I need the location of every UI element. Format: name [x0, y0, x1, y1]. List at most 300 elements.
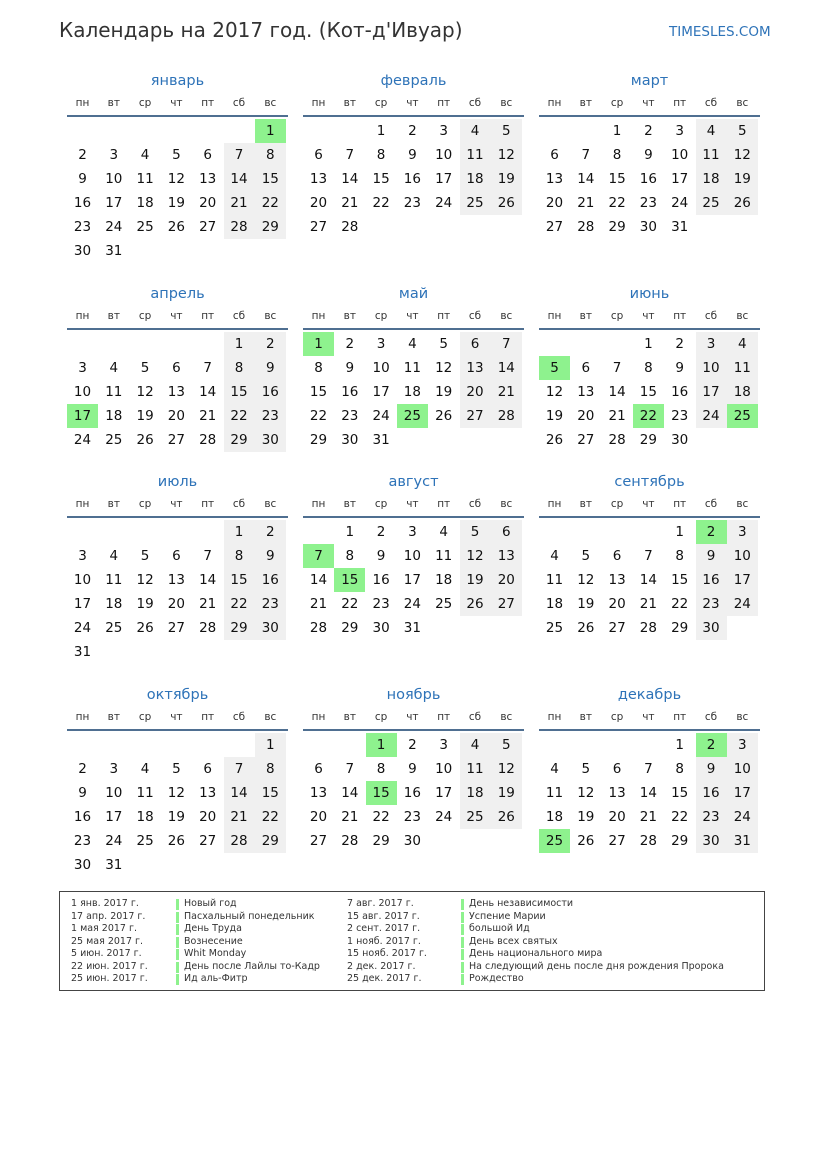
weekday-label: ср: [374, 310, 388, 322]
holiday-day-cell: 1: [366, 733, 397, 757]
day-cell: 21: [491, 380, 522, 404]
weekday-label: пн: [311, 97, 326, 109]
day-cell: 3: [376, 336, 386, 352]
day-cell: 19: [577, 596, 595, 612]
day-cell: 23: [403, 195, 421, 211]
day-cell: 16: [341, 384, 359, 400]
weekday-label: вс: [264, 711, 277, 723]
weekday-label: пн: [75, 97, 90, 109]
day-cell: 23: [341, 408, 359, 424]
holiday-day-cell: 7: [303, 544, 334, 568]
day-cell: 26: [136, 432, 154, 448]
day-cell: 16: [372, 572, 390, 588]
day-cell: 7: [203, 360, 212, 376]
day-cell: 7: [644, 761, 653, 777]
legend-holiday-name: Успение Марии: [469, 910, 546, 922]
day-cell: 2: [376, 524, 386, 540]
day-cell: 22: [255, 805, 286, 829]
day-cell: 11: [105, 384, 123, 400]
legend-date: 25 мая 2017 г.: [71, 935, 144, 947]
day-cell: 30: [372, 620, 390, 636]
day-cell: 5: [727, 119, 758, 143]
day-cell: 20: [167, 408, 185, 424]
day-cell: 11: [727, 356, 758, 380]
day-cell: 24: [73, 620, 92, 636]
day-cell: 20: [309, 809, 328, 825]
day-cell: 8: [376, 761, 386, 777]
day-cell: 26: [136, 620, 154, 636]
day-cell: 17: [403, 572, 421, 588]
day-cell: 26: [491, 191, 522, 215]
month-name: август: [388, 474, 439, 490]
month-divider: [67, 516, 288, 518]
day-cell: 7: [224, 757, 255, 781]
day-cell: 12: [167, 171, 185, 187]
day-cell: 19: [435, 384, 453, 400]
day-cell: 29: [224, 428, 255, 452]
weekday-label: сб: [468, 711, 482, 723]
holiday-day-cell: 15: [366, 781, 397, 805]
month-divider: [539, 729, 760, 731]
month-divider: [67, 115, 288, 117]
legend-holiday-name: День национального мира: [469, 948, 603, 959]
day-cell: 17: [671, 171, 689, 187]
weekday-label: пн: [311, 310, 326, 322]
day-cell: 14: [608, 384, 626, 400]
weekday-label: пт: [673, 711, 687, 723]
day-cell: 28: [639, 620, 657, 636]
day-cell: 27: [460, 404, 491, 428]
day-cell: 3: [675, 123, 684, 139]
day-cell: 14: [199, 384, 217, 400]
weekday-label: чт: [642, 498, 655, 510]
weekday-label: ср: [374, 498, 388, 510]
legend-date: 22 июн. 2017 г.: [71, 960, 148, 972]
day-cell: 20: [608, 809, 626, 825]
day-cell: 2: [408, 123, 417, 139]
day-cell: 19: [167, 195, 185, 211]
day-cell: 6: [172, 548, 181, 564]
day-cell: 18: [105, 596, 123, 612]
weekday-label: пн: [547, 310, 562, 322]
day-cell: 27: [167, 432, 185, 448]
month-name: октябрь: [146, 687, 209, 703]
day-cell: 14: [491, 356, 522, 380]
day-cell: 11: [460, 757, 491, 781]
weekday-label: пт: [201, 97, 215, 109]
day-cell: 4: [140, 761, 150, 777]
weekday-label: ср: [138, 310, 152, 322]
day-cell: 3: [727, 733, 758, 757]
day-cell: 28: [224, 829, 255, 853]
day-cell: 8: [675, 761, 684, 777]
day-cell: 19: [577, 809, 595, 825]
day-cell: 1: [345, 524, 355, 540]
day-cell: 20: [545, 195, 564, 211]
legend-holiday-name: День после Лайлы то-Кадр: [184, 960, 320, 972]
day-cell: 9: [408, 761, 417, 777]
day-cell: 30: [696, 829, 727, 853]
day-cell: 16: [73, 195, 92, 211]
month-divider: [67, 729, 288, 731]
legend-date: 17 апр. 2017 г.: [71, 910, 146, 922]
day-cell: 7: [345, 147, 355, 163]
weekday-label: пт: [201, 498, 215, 510]
day-cell: 25: [460, 191, 491, 215]
day-cell: 23: [671, 408, 689, 424]
day-cell: 26: [167, 219, 185, 235]
day-cell: 30: [255, 428, 286, 452]
weekday-label: ср: [138, 711, 152, 723]
day-cell: 1: [612, 123, 622, 139]
weekday-label: ср: [374, 97, 388, 109]
day-cell: 31: [403, 620, 421, 636]
day-cell: 31: [105, 857, 123, 873]
day-cell: 9: [255, 356, 286, 380]
day-cell: 8: [224, 544, 255, 568]
legend-marker: [461, 974, 464, 985]
day-cell: 9: [408, 147, 417, 163]
weekday-label: пт: [437, 711, 451, 723]
day-cell: 18: [435, 572, 453, 588]
legend-marker: [461, 912, 464, 923]
day-cell: 10: [435, 761, 453, 777]
day-cell: 5: [491, 119, 522, 143]
legend-marker: [461, 962, 464, 973]
day-cell: 12: [167, 785, 185, 801]
day-cell: 10: [105, 785, 123, 801]
day-cell: 23: [403, 809, 421, 825]
day-cell: 4: [460, 733, 491, 757]
day-cell: 9: [255, 544, 286, 568]
day-cell: 21: [608, 408, 626, 424]
day-cell: 2: [255, 520, 286, 544]
day-cell: 23: [372, 596, 390, 612]
day-cell: 19: [136, 596, 154, 612]
weekday-label: вт: [343, 97, 356, 109]
day-cell: 17: [435, 785, 453, 801]
day-cell: 8: [675, 548, 684, 564]
day-cell: 19: [136, 408, 154, 424]
day-cell: 9: [696, 757, 727, 781]
weekday-label: вс: [736, 97, 749, 109]
weekday-label: пн: [311, 498, 326, 510]
day-cell: 7: [612, 360, 622, 376]
weekday-label: ср: [138, 498, 152, 510]
day-cell: 16: [671, 384, 689, 400]
day-cell: 5: [581, 548, 591, 564]
legend-holiday-name: Рождество: [469, 973, 524, 984]
day-cell: 17: [105, 195, 123, 211]
day-cell: 28: [608, 432, 626, 448]
day-cell: 16: [696, 781, 727, 805]
day-cell: 16: [255, 568, 286, 592]
day-cell: 19: [460, 568, 491, 592]
day-cell: 6: [203, 147, 212, 163]
day-cell: 15: [639, 384, 657, 400]
day-cell: 26: [435, 408, 453, 424]
day-cell: 28: [199, 620, 217, 636]
legend-holiday-name: Новый год: [184, 898, 237, 909]
day-cell: 25: [136, 833, 154, 849]
month-name: февраль: [380, 73, 447, 89]
weekday-label: вт: [343, 711, 356, 723]
day-cell: 24: [435, 809, 453, 825]
day-cell: 12: [727, 143, 758, 167]
day-cell: 21: [224, 191, 255, 215]
day-cell: 18: [460, 167, 491, 191]
day-cell: 23: [255, 404, 286, 428]
weekday-label: сб: [232, 711, 246, 723]
day-cell: 31: [727, 829, 758, 853]
day-cell: 18: [545, 596, 564, 612]
day-cell: 25: [105, 432, 123, 448]
month-name: июнь: [629, 286, 670, 302]
day-cell: 26: [727, 191, 758, 215]
day-cell: 11: [136, 171, 154, 187]
day-cell: 27: [167, 620, 185, 636]
day-cell: 10: [372, 360, 390, 376]
day-cell: 14: [341, 171, 359, 187]
weekday-label: вт: [343, 498, 356, 510]
weekday-label: вс: [736, 498, 749, 510]
weekday-label: сб: [704, 97, 718, 109]
day-cell: 12: [435, 360, 453, 376]
day-cell: 21: [309, 596, 328, 612]
legend-holiday-name: большой Ид: [469, 923, 530, 934]
weekday-label: чт: [170, 310, 183, 322]
month-divider: [303, 516, 524, 518]
day-cell: 11: [696, 143, 727, 167]
day-cell: 16: [696, 568, 727, 592]
day-cell: 30: [671, 432, 689, 448]
weekday-label: вс: [264, 97, 277, 109]
day-cell: 21: [639, 809, 657, 825]
weekday-label: пн: [547, 97, 562, 109]
holiday-day-cell: 15: [334, 568, 365, 592]
day-cell: 5: [172, 147, 181, 163]
day-cell: 17: [727, 568, 758, 592]
day-cell: 10: [403, 548, 421, 564]
day-cell: 24: [105, 833, 123, 849]
day-cell: 26: [545, 432, 564, 448]
legend-holiday-name: На следующий день после дня рождения Пророка: [469, 960, 724, 972]
holiday-day-cell: 22: [633, 404, 664, 428]
day-cell: 11: [403, 360, 421, 376]
month-name: июль: [157, 474, 198, 490]
day-cell: 12: [577, 572, 595, 588]
day-cell: 13: [309, 785, 328, 801]
day-cell: 14: [224, 167, 255, 191]
day-cell: 28: [199, 432, 217, 448]
day-cell: 10: [696, 356, 727, 380]
weekday-label: пн: [547, 711, 562, 723]
day-cell: 13: [545, 171, 564, 187]
day-cell: 9: [696, 544, 727, 568]
site-link[interactable]: TIMESLES.COM: [669, 24, 771, 40]
day-cell: 28: [491, 404, 522, 428]
day-cell: 8: [612, 147, 622, 163]
day-cell: 27: [309, 219, 328, 235]
weekday-label: сб: [232, 498, 246, 510]
day-cell: 13: [577, 384, 595, 400]
month-name: декабрь: [617, 687, 682, 703]
legend-marker: [176, 912, 179, 923]
weekday-label: сб: [468, 97, 482, 109]
day-cell: 18: [545, 809, 564, 825]
day-cell: 18: [696, 167, 727, 191]
day-cell: 23: [73, 219, 92, 235]
day-cell: 29: [309, 432, 328, 448]
day-cell: 20: [608, 596, 626, 612]
day-cell: 20: [199, 809, 217, 825]
day-cell: 18: [136, 195, 154, 211]
day-cell: 9: [675, 360, 684, 376]
month-name: ноябрь: [386, 687, 441, 703]
legend-holiday-name: Ид аль-Фитр: [184, 973, 248, 984]
legend-holiday-name: Whit Monday: [184, 948, 247, 959]
day-cell: 4: [460, 119, 491, 143]
day-cell: 5: [172, 761, 181, 777]
day-cell: 11: [105, 572, 123, 588]
month-name: май: [398, 286, 429, 302]
weekday-label: пт: [437, 498, 451, 510]
day-cell: 18: [727, 380, 758, 404]
day-cell: 10: [73, 384, 92, 400]
day-cell: 8: [255, 143, 286, 167]
day-cell: 23: [73, 833, 92, 849]
day-cell: 17: [372, 384, 390, 400]
day-cell: 6: [172, 360, 181, 376]
day-cell: 21: [341, 195, 359, 211]
day-cell: 27: [199, 219, 217, 235]
day-cell: 8: [644, 360, 653, 376]
weekday-label: пн: [75, 711, 90, 723]
day-cell: 29: [639, 432, 657, 448]
legend-date: 7 авг. 2017 г.: [347, 898, 414, 909]
weekday-label: вт: [343, 310, 356, 322]
day-cell: 18: [105, 408, 123, 424]
weekday-label: сб: [704, 310, 718, 322]
weekday-label: вт: [107, 711, 120, 723]
weekday-label: чт: [642, 97, 655, 109]
day-cell: 22: [671, 596, 689, 612]
day-cell: 4: [550, 548, 559, 564]
day-cell: 20: [167, 596, 185, 612]
day-cell: 27: [577, 432, 595, 448]
day-cell: 2: [78, 147, 87, 163]
day-cell: 19: [545, 408, 564, 424]
holiday-day-cell: 25: [539, 829, 570, 853]
day-cell: 17: [105, 809, 123, 825]
day-cell: 2: [408, 737, 417, 753]
day-cell: 15: [224, 568, 255, 592]
weekday-label: пт: [673, 310, 687, 322]
day-cell: 3: [109, 761, 119, 777]
legend-date: 15 авг. 2017 г.: [347, 910, 420, 922]
legend-marker: [176, 949, 179, 960]
day-cell: 16: [639, 171, 657, 187]
legend-date: 2 дек. 2017 г.: [347, 960, 416, 972]
day-cell: 17: [727, 781, 758, 805]
day-cell: 24: [372, 408, 390, 424]
day-cell: 18: [460, 781, 491, 805]
holiday-day-cell: 17: [67, 404, 98, 428]
day-cell: 30: [73, 857, 92, 873]
weekday-label: ср: [138, 97, 152, 109]
day-cell: 9: [376, 548, 386, 564]
day-cell: 13: [460, 356, 491, 380]
legend-marker: [461, 937, 464, 948]
weekday-label: вс: [736, 310, 749, 322]
day-cell: 13: [199, 171, 217, 187]
day-cell: 31: [105, 243, 123, 259]
month-divider: [67, 328, 288, 330]
day-cell: 6: [581, 360, 591, 376]
day-cell: 12: [545, 384, 564, 400]
day-cell: 10: [727, 757, 758, 781]
legend-marker: [176, 899, 179, 910]
day-cell: 15: [608, 171, 626, 187]
weekday-label: пт: [437, 97, 451, 109]
day-cell: 21: [199, 596, 217, 612]
day-cell: 29: [671, 833, 689, 849]
day-cell: 25: [136, 219, 154, 235]
day-cell: 29: [255, 215, 286, 239]
day-cell: 29: [608, 219, 626, 235]
day-cell: 1: [224, 332, 255, 356]
day-cell: 12: [136, 384, 154, 400]
day-cell: 8: [376, 147, 386, 163]
day-cell: 13: [608, 572, 626, 588]
day-cell: 27: [491, 592, 522, 616]
day-cell: 13: [199, 785, 217, 801]
day-cell: 2: [675, 336, 684, 352]
day-cell: 14: [309, 572, 328, 588]
weekday-label: вт: [579, 97, 592, 109]
day-cell: 6: [491, 520, 522, 544]
legend-marker: [176, 962, 179, 973]
day-cell: 8: [314, 360, 323, 376]
day-cell: 14: [341, 785, 359, 801]
day-cell: 13: [491, 544, 522, 568]
day-cell: 13: [608, 785, 626, 801]
day-cell: 26: [167, 833, 185, 849]
day-cell: 16: [73, 809, 92, 825]
day-cell: 29: [255, 829, 286, 853]
day-cell: 4: [109, 360, 119, 376]
day-cell: 23: [639, 195, 657, 211]
day-cell: 14: [639, 785, 657, 801]
day-cell: 17: [73, 596, 92, 612]
day-cell: 21: [199, 408, 217, 424]
day-cell: 17: [696, 380, 727, 404]
weekday-label: вт: [107, 498, 120, 510]
weekday-label: ср: [610, 711, 624, 723]
day-cell: 4: [408, 336, 417, 352]
day-cell: 1: [675, 524, 684, 540]
day-cell: 1: [255, 733, 286, 757]
weekday-label: пн: [311, 711, 326, 723]
day-cell: 27: [608, 833, 626, 849]
day-cell: 18: [403, 384, 421, 400]
day-cell: 15: [309, 384, 328, 400]
day-cell: 5: [140, 548, 150, 564]
day-cell: 21: [341, 809, 359, 825]
day-cell: 7: [224, 143, 255, 167]
holiday-day-cell: 5: [539, 356, 570, 380]
weekday-label: пн: [547, 498, 562, 510]
